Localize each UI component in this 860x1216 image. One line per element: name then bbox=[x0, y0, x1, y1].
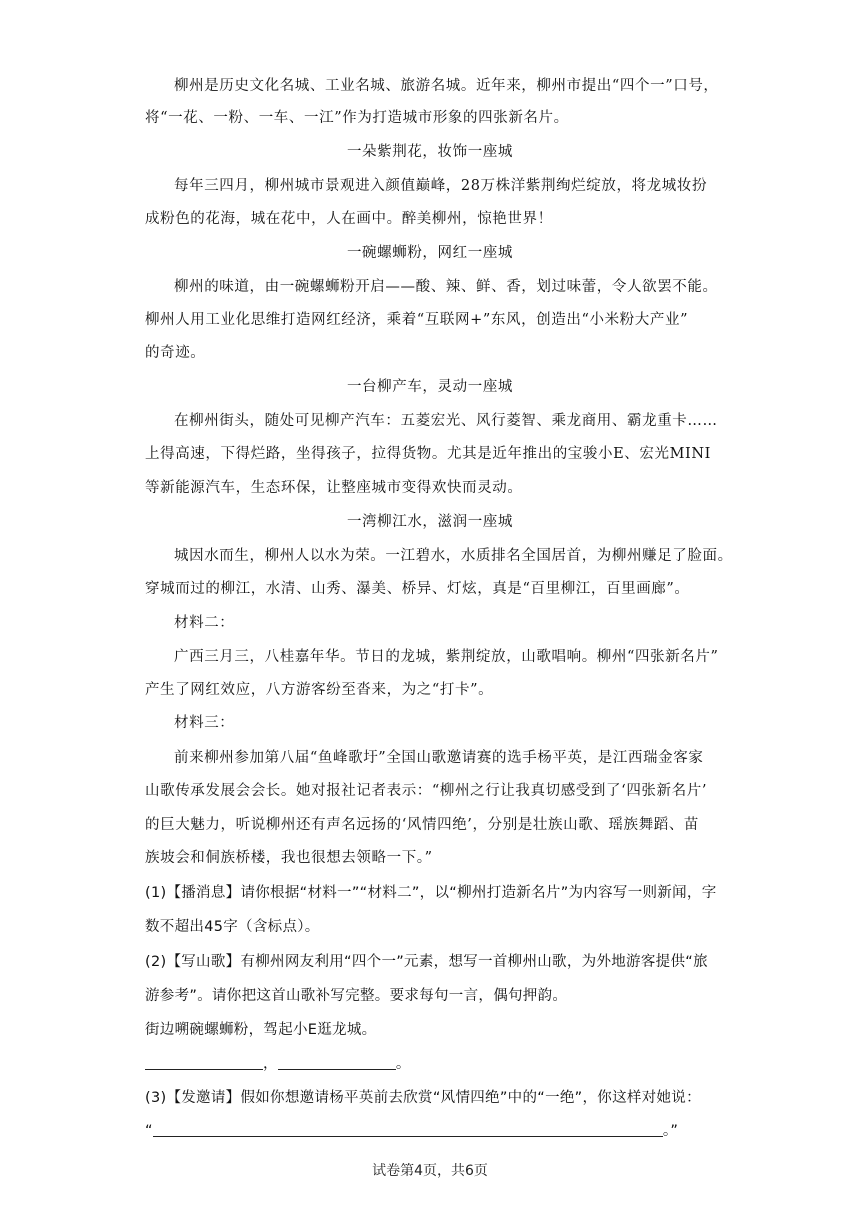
m1-p5-l2: 穿城而过的柳江，水清、山秀、瀑美、桥异、灯炫，真是“百里柳江，百里画廊”。 bbox=[145, 581, 690, 597]
question-3-answer-row bbox=[145, 1121, 715, 1141]
question-2-song-line: 街边嗍碗螺蛳粉，驾起小E逛龙城。 bbox=[145, 1022, 377, 1038]
question-2-l1: (2)【写山歌】有柳州网友利用“四个一”元素，想写一首柳州山歌，为外地游客提供“旅 bbox=[145, 954, 708, 970]
page-footer: 试卷第4页，共6页 bbox=[372, 1163, 488, 1179]
section-heading-flower: 一朵紫荆花，妆饰一座城 bbox=[346, 144, 514, 160]
section-heading-noodle: 一碗螺蛳粉，网红一座城 bbox=[346, 245, 514, 261]
question-1-l2: 数不超出45字（含标点）。 bbox=[145, 919, 320, 935]
song-separator: ， bbox=[263, 1056, 278, 1072]
m1-p3-l3: 的奇迹。 bbox=[145, 345, 206, 361]
m1-p3-l2: 柳州人用工业化思维打造网红经济，乘着“互联网+”东风，创造出“小米粉大产业” bbox=[145, 312, 689, 328]
answer-close-quote: 。” bbox=[662, 1123, 679, 1139]
m1-p2-l1: 每年三四月，柳州城市景观进入颜值巅峰，28万株洋紫荆绚烂绽放，将龙城妆扮 bbox=[174, 178, 708, 194]
m1-p1-l2: 将“一花、一粉、一车、一江”作为打造城市形象的四张新名片。 bbox=[145, 110, 569, 126]
song-blank-2[interactable] bbox=[278, 1055, 396, 1070]
m3-p-l2: 山歌传承发展会会长。她对报社记者表示：“柳州之行让我真切感受到了‘四张新名片’ bbox=[145, 783, 708, 799]
answer-open-quote: “ bbox=[145, 1123, 153, 1139]
song-blank-1[interactable] bbox=[145, 1055, 263, 1070]
m3-p-l3: 的巨大魅力，听说柳州还有声名远扬的‘风情四绝’，分别是壮族山歌、瑶族舞蹈、苗 bbox=[145, 817, 700, 833]
invitation-blank[interactable] bbox=[153, 1122, 663, 1137]
m2-p-l1: 广西三月三，八桂嘉年华。节日的龙城，紫荆绽放，山歌唱响。柳州“四张新名片” bbox=[174, 649, 719, 665]
question-2-answer-row bbox=[145, 1054, 715, 1074]
material-two-label: 材料二： bbox=[174, 615, 235, 631]
m1-p2-l2: 成粉色的花海，城在花中，人在画中。醉美柳州，惊艳世界！ bbox=[145, 211, 553, 227]
m1-p4-l2: 上得高速，下得烂路，坐得孩子，拉得货物。尤其是近年推出的宝骏小E、宏光MINI bbox=[145, 446, 711, 462]
m1-p1-l1: 柳州是历史文化名城、工业名城、旅游名城。近年来，柳州市提出“四个一”口号， bbox=[174, 78, 719, 94]
song-end: 。 bbox=[395, 1056, 411, 1072]
section-heading-river: 一湾柳江水，滋润一座城 bbox=[346, 514, 514, 530]
material-three-label: 材料三： bbox=[174, 715, 235, 731]
m1-p5-l1: 城因水而生，柳州人以水为荣。一江碧水，水质排名全国居首，为柳州赚足了脸面。 bbox=[174, 548, 733, 564]
section-heading-car: 一台柳产车，灵动一座城 bbox=[346, 379, 514, 395]
m1-p3-l1: 柳州的味道，由一碗螺蛳粉开启——酸、辣、鲜、香，划过味蕾，令人欲罢不能。 bbox=[174, 279, 718, 295]
m2-p-l2: 产生了网红效应，八方游客纷至沓来，为之“打卡”。 bbox=[145, 682, 494, 698]
m3-p-l1: 前来柳州参加第八届“鱼峰歌圩”全国山歌邀请赛的选手杨平英，是江西瑞金客家 bbox=[174, 750, 704, 766]
question-3-l1: (3)【发邀请】假如你想邀请杨平英前去欣赏“风情四绝”中的“一绝”，你这样对她说： bbox=[145, 1090, 701, 1106]
m3-p-l4: 族坡会和侗族桥楼，我也很想去领略一下。” bbox=[145, 850, 433, 866]
question-2-l2: 游参考”。请你把这首山歌补写完整。要求每句一言，偶句押韵。 bbox=[145, 988, 568, 1004]
question-1-l1: (1)【播消息】请你根据“材料一”“材料二”，以“柳州打造新名片”为内容写一则新闻，字 bbox=[145, 885, 717, 901]
m1-p4-l1: 在柳州街头，随处可见柳产汽车：五菱宏光、风行菱智、乘龙商用、霸龙重卡…… bbox=[174, 413, 718, 429]
m1-p4-l3: 等新能源汽车，生态环保，让整座城市变得欢快而灵动。 bbox=[145, 480, 523, 496]
